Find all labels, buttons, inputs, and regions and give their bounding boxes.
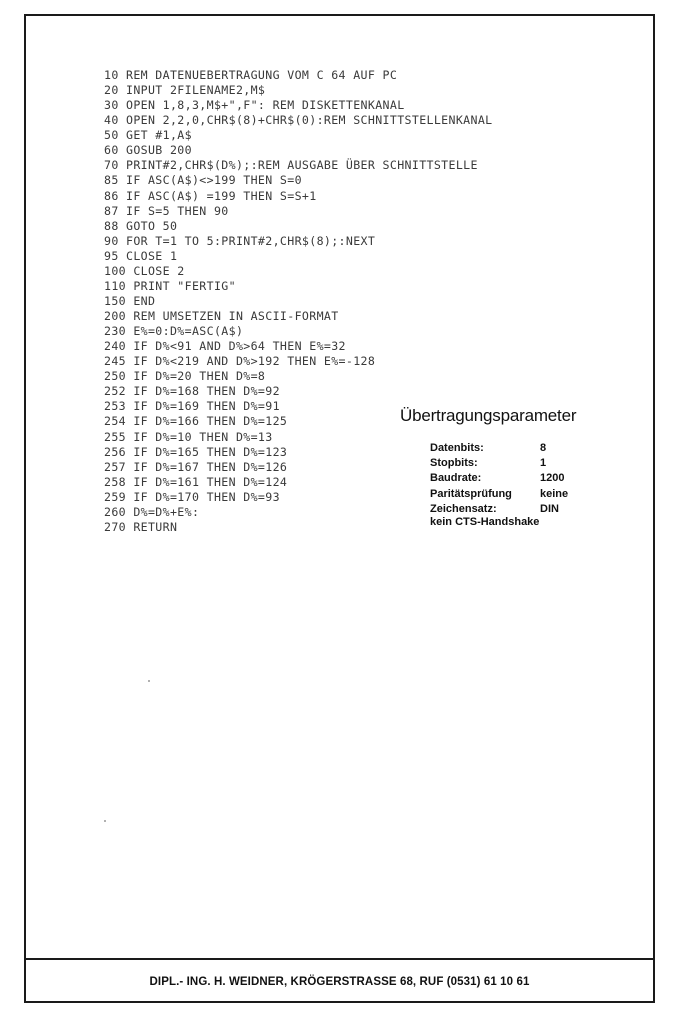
program-line: 258 IF D%=161 THEN D%=124 — [104, 474, 288, 489]
parameter-value: 8 — [540, 441, 547, 454]
program-line: 260 D%=D%+E%: — [104, 504, 200, 519]
program-line: 255 IF D%=10 THEN D%=13 — [104, 429, 273, 444]
footer-divider — [26, 958, 653, 960]
program-line: 200 REM UMSETZEN IN ASCII-FORMAT — [104, 309, 339, 323]
parameter-key: Paritätsprüfung — [430, 487, 512, 500]
parameter-key: Zeichensatz: — [430, 502, 497, 515]
parameter-row — [430, 501, 568, 516]
program-line: 70 PRINT#2,CHR$(D%);:REM AUSGABE ÜBER SCHNITTSTELLE — [104, 158, 478, 173]
parameters-table — [430, 440, 568, 516]
program-line: 100 CLOSE 2 — [104, 263, 185, 278]
scan-speck — [148, 680, 150, 682]
parameters-title: Übertragungsparameter — [400, 406, 577, 425]
program-line: 252 IF D%=168 THEN D%=92 — [104, 384, 280, 399]
program-line: 30 OPEN 1,8,3,M$+",F": REM DISKETTENKANAL — [104, 98, 405, 113]
footer-address: DIPL.- ING. H. WEIDNER, KRÖGERSTRASSE 68, RUF (0531) 61 10 61 — [149, 976, 530, 988]
handshake-note: kein CTS-Handshake — [430, 516, 540, 528]
parameter-key: Baudrate: — [430, 472, 482, 485]
program-line: 85 IF ASC(A$)<>199 THEN S=0 — [104, 173, 302, 188]
program-line: 254 IF D%=166 THEN D%=125 — [104, 414, 288, 429]
program-line: 40 OPEN 2,2,0,CHR$(8)+CHR$(0):REM SCHNITTSTELLENKANAL — [104, 113, 493, 128]
program-line: 20 INPUT 2FILENAME2,M$ — [104, 83, 266, 98]
parameter-row — [430, 486, 568, 501]
program-line: 259 IF D%=170 THEN D%=93 — [104, 489, 280, 504]
program-line: 88 GOTO 50 — [104, 218, 178, 233]
program-line: 87 IF S=5 THEN 90 — [104, 203, 229, 218]
program-line: 245 IF D%<219 AND D%>192 THEN E%=-128 — [104, 354, 376, 369]
parameter-row — [430, 455, 568, 470]
parameter-key: Stopbits: — [430, 456, 478, 469]
program-line: 257 IF D%=167 THEN D%=126 — [104, 459, 288, 474]
program-line: 90 FOR T=1 TO 5:PRINT#2,CHR$(8);:NEXT — [104, 233, 376, 248]
parameter-value: 1200 — [540, 472, 565, 485]
program-line: 150 END — [104, 293, 156, 308]
program-line: 95 CLOSE 1 — [104, 248, 178, 263]
program-line: 50 GET #1,A$ — [104, 128, 192, 143]
scan-speck — [104, 820, 106, 822]
parameter-value: 1 — [540, 456, 547, 469]
program-line: 253 IF D%=169 THEN D%=91 — [104, 399, 280, 414]
transfer-parameters — [400, 406, 577, 528]
parameter-value: keine — [540, 487, 569, 500]
program-line: 256 IF D%=165 THEN D%=123 — [104, 444, 288, 459]
program-line: 250 IF D%=20 THEN D%=8 — [104, 369, 266, 384]
parameter-row — [430, 471, 568, 486]
program-line: 10 REM DATENUEBERTRAGUNG VOM C 64 AUF PC — [104, 68, 398, 82]
program-line: 86 IF ASC(A$) =199 THEN S=S+1 — [104, 188, 317, 203]
program-line: 60 GOSUB 200 — [104, 143, 192, 158]
parameter-key: Datenbits: — [430, 441, 484, 454]
parameter-value: DIN — [540, 502, 559, 515]
program-line: 230 E%=0:D%=ASC(A$) — [104, 324, 244, 339]
program-line: 110 PRINT "FERTIG" — [104, 278, 236, 293]
program-line: 270 RETURN — [104, 519, 178, 534]
program-line: 240 IF D%<91 AND D%>64 THEN E%=32 — [104, 339, 346, 354]
parameter-row — [430, 440, 568, 455]
